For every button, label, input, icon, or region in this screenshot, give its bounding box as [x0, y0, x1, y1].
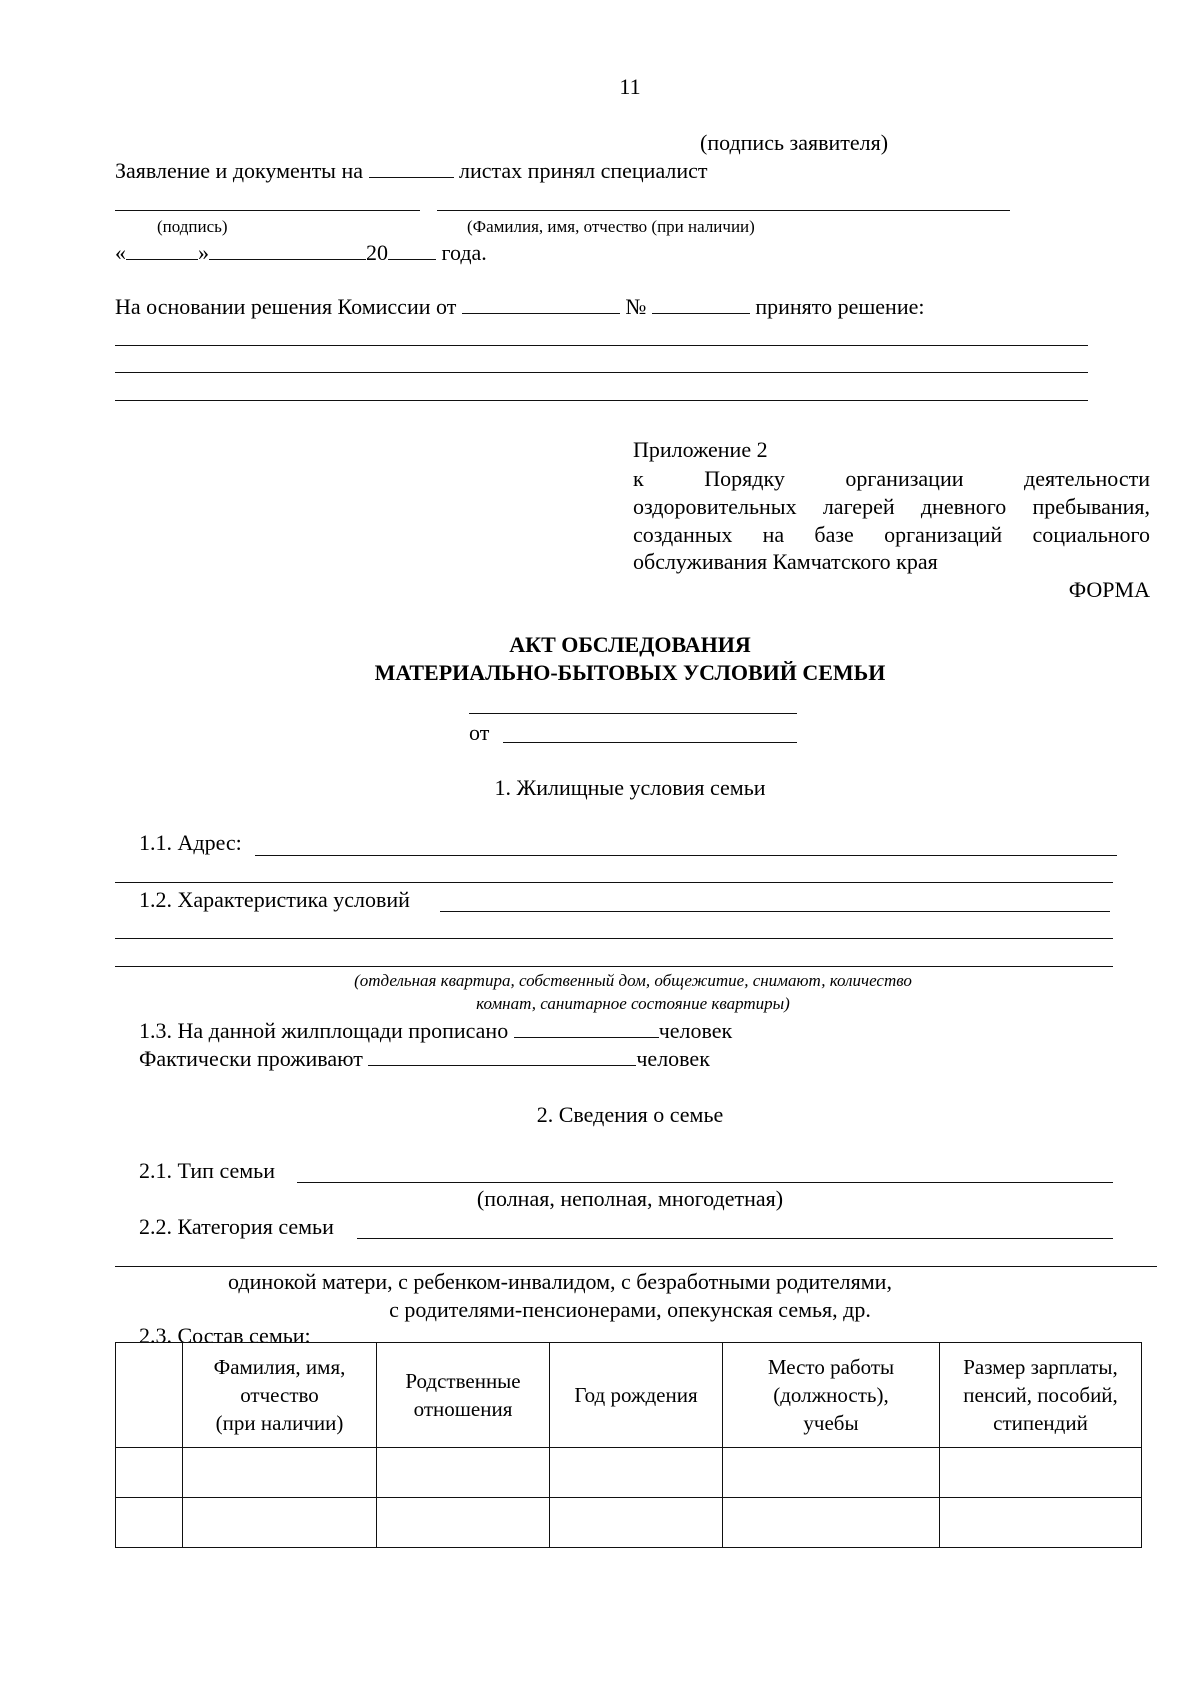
table-row: [116, 1498, 1142, 1548]
registered-unit: человек: [658, 1018, 733, 1043]
address-label: 1.1. Адрес:: [139, 830, 242, 855]
family-category-hint: одинокой матери, с ребенком-инвалидом, с безработными родителями,: [228, 1269, 892, 1294]
month-blank[interactable]: [209, 241, 366, 260]
table-cell[interactable]: [116, 1448, 183, 1498]
conditions-line-2[interactable]: [115, 938, 1113, 939]
decision-date-blank[interactable]: [462, 295, 620, 314]
appendix-line: к Порядку организации деятельности: [633, 466, 1150, 491]
day-blank[interactable]: [126, 241, 198, 260]
family-composition-table: [115, 1342, 1142, 1548]
page-number: 11: [619, 74, 641, 99]
actual-label: Фактически проживают: [139, 1046, 363, 1071]
registered-line: [139, 1018, 732, 1044]
family-type-label: 2.1. Тип семьи: [139, 1158, 275, 1183]
appendix-line: созданных на базе организаций социального: [633, 522, 1150, 547]
century: 20: [366, 240, 388, 265]
section2-title: 2. Сведения о семье: [536, 1102, 724, 1127]
registered-label: 1.3. На данной жилплощади прописано: [139, 1018, 509, 1043]
number-sign: №: [625, 294, 647, 319]
date-line: [115, 240, 487, 266]
table-cell[interactable]: [116, 1498, 183, 1548]
decision-prefix: На основании решения Комиссии от: [115, 294, 457, 319]
table-row: [116, 1448, 1142, 1498]
decision-number-blank[interactable]: [652, 295, 750, 314]
registered-blank[interactable]: [514, 1019, 659, 1038]
header-cell-relation: Родственные отношения: [377, 1343, 550, 1448]
decision-suffix: принято решение:: [755, 294, 925, 319]
act-number-line[interactable]: [469, 713, 797, 714]
sheets-blank[interactable]: [369, 159, 454, 178]
family-category-line[interactable]: [357, 1238, 1113, 1239]
table-cell[interactable]: [377, 1448, 550, 1498]
header-cell-birth-year: Год рождения: [550, 1343, 723, 1448]
actual-unit: человек: [636, 1046, 710, 1071]
appendix-title: Приложение 2: [633, 437, 768, 462]
received-line: [115, 158, 708, 184]
quote-close: »: [198, 240, 209, 265]
family-category-line-2[interactable]: [115, 1266, 1157, 1267]
applicant-signature-caption: (подпись заявителя): [700, 130, 889, 155]
decision-line-1[interactable]: [115, 345, 1088, 346]
quote-open: «: [115, 240, 126, 265]
form-label: ФОРМА: [1068, 577, 1150, 602]
address-line-2[interactable]: [115, 882, 1113, 883]
header-cell-workplace: Место работы (должность), учебы: [723, 1343, 940, 1448]
name-line[interactable]: [437, 210, 1010, 211]
conditions-label: 1.2. Характеристика условий: [139, 887, 410, 912]
family-type-line[interactable]: [297, 1182, 1113, 1183]
family-composition-label: 2.3. Состав семьи:: [139, 1323, 311, 1348]
year-blank[interactable]: [388, 241, 436, 260]
signature-caption: (подпись): [157, 217, 228, 236]
act-from: от: [469, 720, 490, 745]
decision-line-2[interactable]: [115, 372, 1088, 373]
conditions-line[interactable]: [440, 911, 1110, 912]
received-prefix: Заявление и документы на: [115, 158, 364, 183]
table-cell[interactable]: [940, 1498, 1142, 1548]
header-cell-income: Размер зарплаты, пенсий, пособий, стипендий: [940, 1343, 1142, 1448]
appendix-line: оздоровительных лагерей дневного пребывания,: [633, 494, 1150, 519]
actual-line: [139, 1046, 710, 1072]
decision-line-3[interactable]: [115, 400, 1088, 401]
received-suffix: листах принял специалист: [459, 158, 708, 183]
conditions-line-3[interactable]: [115, 966, 1113, 967]
name-caption: (Фамилия, имя, отчество (при наличии): [467, 217, 755, 236]
year-suffix: года.: [441, 240, 487, 265]
table-cell[interactable]: [377, 1498, 550, 1548]
table-cell[interactable]: [723, 1498, 940, 1548]
family-category-label: 2.2. Категория семьи: [139, 1214, 334, 1239]
appendix-line: обслуживания Камчатского края: [633, 549, 938, 574]
conditions-hint: комнат, санитарное состояние квартиры): [476, 994, 790, 1013]
conditions-hint: (отдельная квартира, собственный дом, общежитие, снимают, количество: [354, 971, 912, 990]
table-cell[interactable]: [940, 1448, 1142, 1498]
actual-blank[interactable]: [368, 1047, 636, 1066]
decision-line: [115, 294, 924, 320]
table-cell[interactable]: [550, 1448, 723, 1498]
table-cell[interactable]: [183, 1448, 377, 1498]
address-line[interactable]: [255, 855, 1117, 856]
table-cell[interactable]: [183, 1498, 377, 1548]
table-cell[interactable]: [723, 1448, 940, 1498]
table-header-row: [116, 1343, 1142, 1448]
family-category-hint: с родителями-пенсионерами, опекунская семья, др.: [389, 1297, 871, 1322]
table-cell[interactable]: [550, 1498, 723, 1548]
family-type-hint: (полная, неполная, многодетная): [476, 1186, 784, 1211]
section1-title: 1. Жилищные условия семьи: [494, 775, 766, 800]
act-subtitle: МАТЕРИАЛЬНО-БЫТОВЫХ УСЛОВИЙ СЕМЬИ: [374, 660, 886, 685]
act-title: АКТ ОБСЛЕДОВАНИЯ: [509, 632, 751, 657]
header-cell-number: [116, 1343, 183, 1448]
signature-line[interactable]: [115, 210, 420, 211]
act-date-line[interactable]: [503, 742, 797, 743]
header-cell-name: Фамилия, имя, отчество (при наличии): [183, 1343, 377, 1448]
